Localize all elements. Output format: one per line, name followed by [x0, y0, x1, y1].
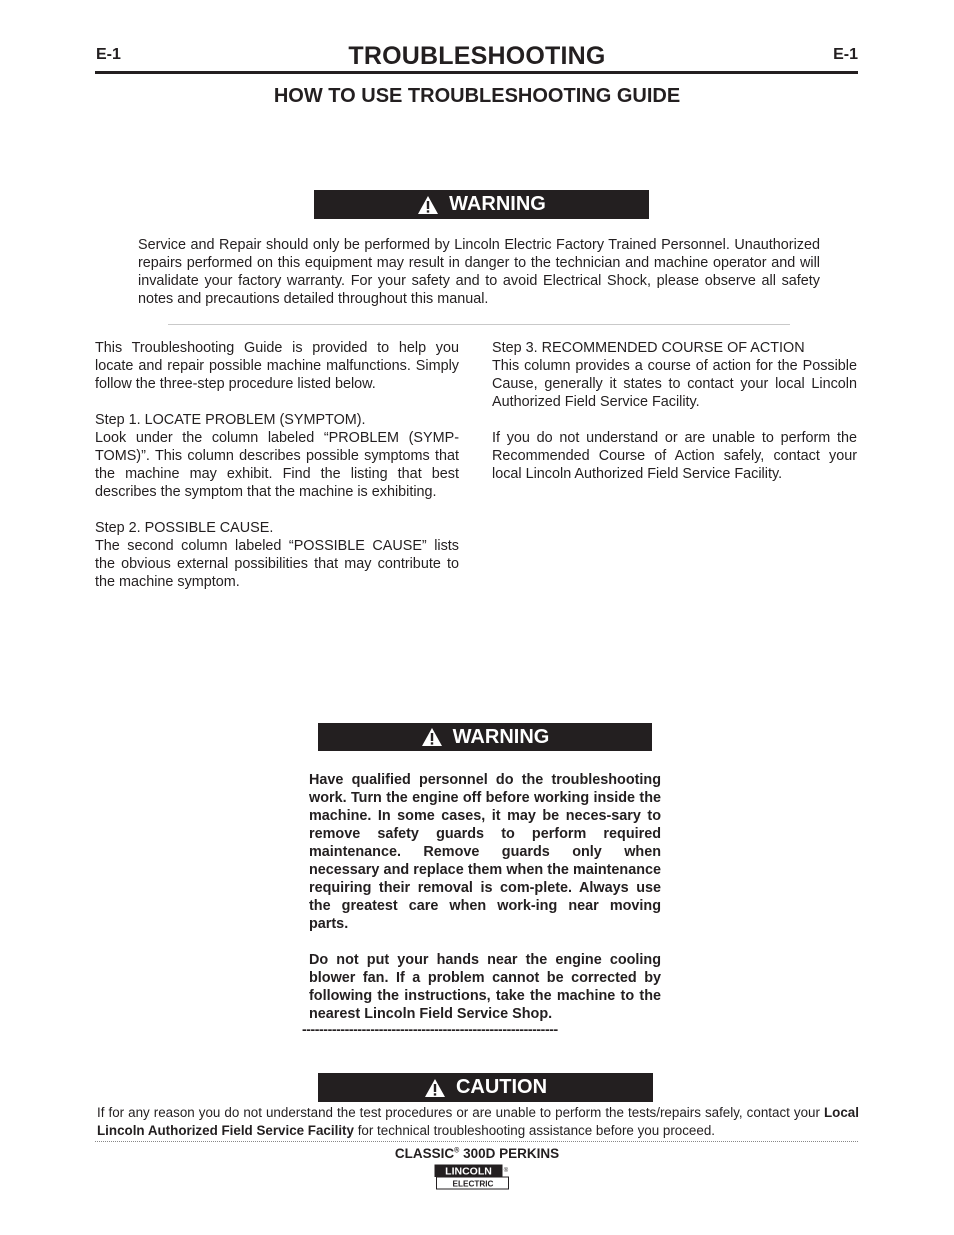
guide-closing: If you do not understand or are unable to perform the Recommended Course of Action safely, contact your local Lincoln Authorized Field Service Facility.: [492, 430, 857, 482]
guide-intro: This Troubleshooting Guide is provided to help you locate and repair possible machine malfunctions. Simply follow the three-step procedure listed below.: [95, 340, 459, 392]
page-number-left: E-1: [96, 46, 121, 63]
model-registered-mark: ®: [454, 1147, 460, 1155]
caution-banner: [318, 1073, 653, 1102]
model-suffix: 300D PERKINS: [459, 1146, 560, 1161]
step1-text: Look under the column labeled “PROBLEM (SYMP-TOMS)”. This column describes possible symptoms that the machine may exhibit. Find the listing that best describes the symptom that the machine is exhibiting.: [95, 430, 459, 500]
guide-right-column: [492, 339, 857, 483]
dashed-separator: ------------------------------------------------------------: [302, 1021, 558, 1037]
caution-text-before: If for any reason you do not understand the test procedures or are unable to perform the tests/repairs safely, contact your: [97, 1105, 820, 1120]
warning-triangle-icon: [421, 727, 443, 747]
logo-text-top: LINCOLN: [445, 1165, 492, 1178]
warning-text-2: [309, 771, 661, 1023]
page-title: TROUBLESHOOTING: [348, 42, 606, 70]
warning-label-2: WARNING: [452, 725, 550, 748]
warning-label-1: WARNING: [449, 193, 546, 215]
logo-registered-mark: ®: [503, 1168, 509, 1174]
footer-model-name: [0, 1146, 954, 1161]
step1-title: Step 1. LOCATE PROBLEM (SYMPTOM).: [95, 412, 366, 428]
step2-text: The second column labeled “POSSIBLE CAUSE” lists the obvious external possibilities that may contribute to the machine symptom.: [95, 538, 459, 590]
step3-text: This column provides a course of action for the Possible Cause, generally it states to contact your local Lincoln Authorized Field Service Facility.: [492, 358, 857, 410]
caution-label: CAUTION: [455, 1076, 548, 1098]
model-prefix: CLASSIC: [394, 1146, 455, 1161]
warning-text-1: Service and Repair should only be performed by Lincoln Electric Factory Trained Personnel. Unauthorized repairs performed on this equipment may result in danger to the technician and machine operator and will invalidate your factory warranty. For your safety and to avoid Electrical Shock, please observe all safety notes and precautions detailed throughout this manual.: [138, 237, 820, 307]
caution-text-bold: Local Lincoln Authorized Field Service Facility: [97, 1105, 859, 1138]
page-number-right: E-1: [833, 46, 858, 63]
caution-text-after: for technical troubleshooting assistance before you proceed.: [357, 1123, 715, 1138]
step3-title: Step 3. RECOMMENDED COURSE OF ACTION: [492, 340, 805, 356]
footer-rule: [95, 1141, 858, 1142]
warning-text-2-para1: Have qualified personnel do the troubleshooting work. Turn the engine off before working inside the machine. In some cases, it may be neces-sary to remove safety guards to perform required maintenance. Remove guards only when necessary and replace them when the maintenance requiring their removal is com-plete. Always use the greatest care when work-ing near moving parts.: [309, 772, 661, 932]
warning-banner-1: [314, 190, 649, 219]
warning-banner-2: [318, 723, 652, 751]
step2-title: Step 2. POSSIBLE CAUSE.: [95, 520, 274, 536]
warning-triangle-icon: [424, 1078, 446, 1098]
guide-left-column: [95, 339, 459, 591]
lincoln-electric-logo: [434, 1164, 510, 1190]
section-subtitle: HOW TO USE TROUBLESHOOTING GUIDE: [273, 85, 681, 107]
warning-text-2-para2: Do not put your hands near the engine cooling blower fan. If a problem cannot be corrected by following the instructions, take the machine to the nearest Lincoln Field Service Shop.: [309, 952, 661, 1022]
header-rule: [95, 71, 858, 74]
logo-text-bottom: ELECTRIC: [452, 1179, 494, 1189]
warning-triangle-icon: [417, 195, 439, 215]
section-divider: [168, 324, 790, 325]
caution-text: [97, 1104, 859, 1140]
